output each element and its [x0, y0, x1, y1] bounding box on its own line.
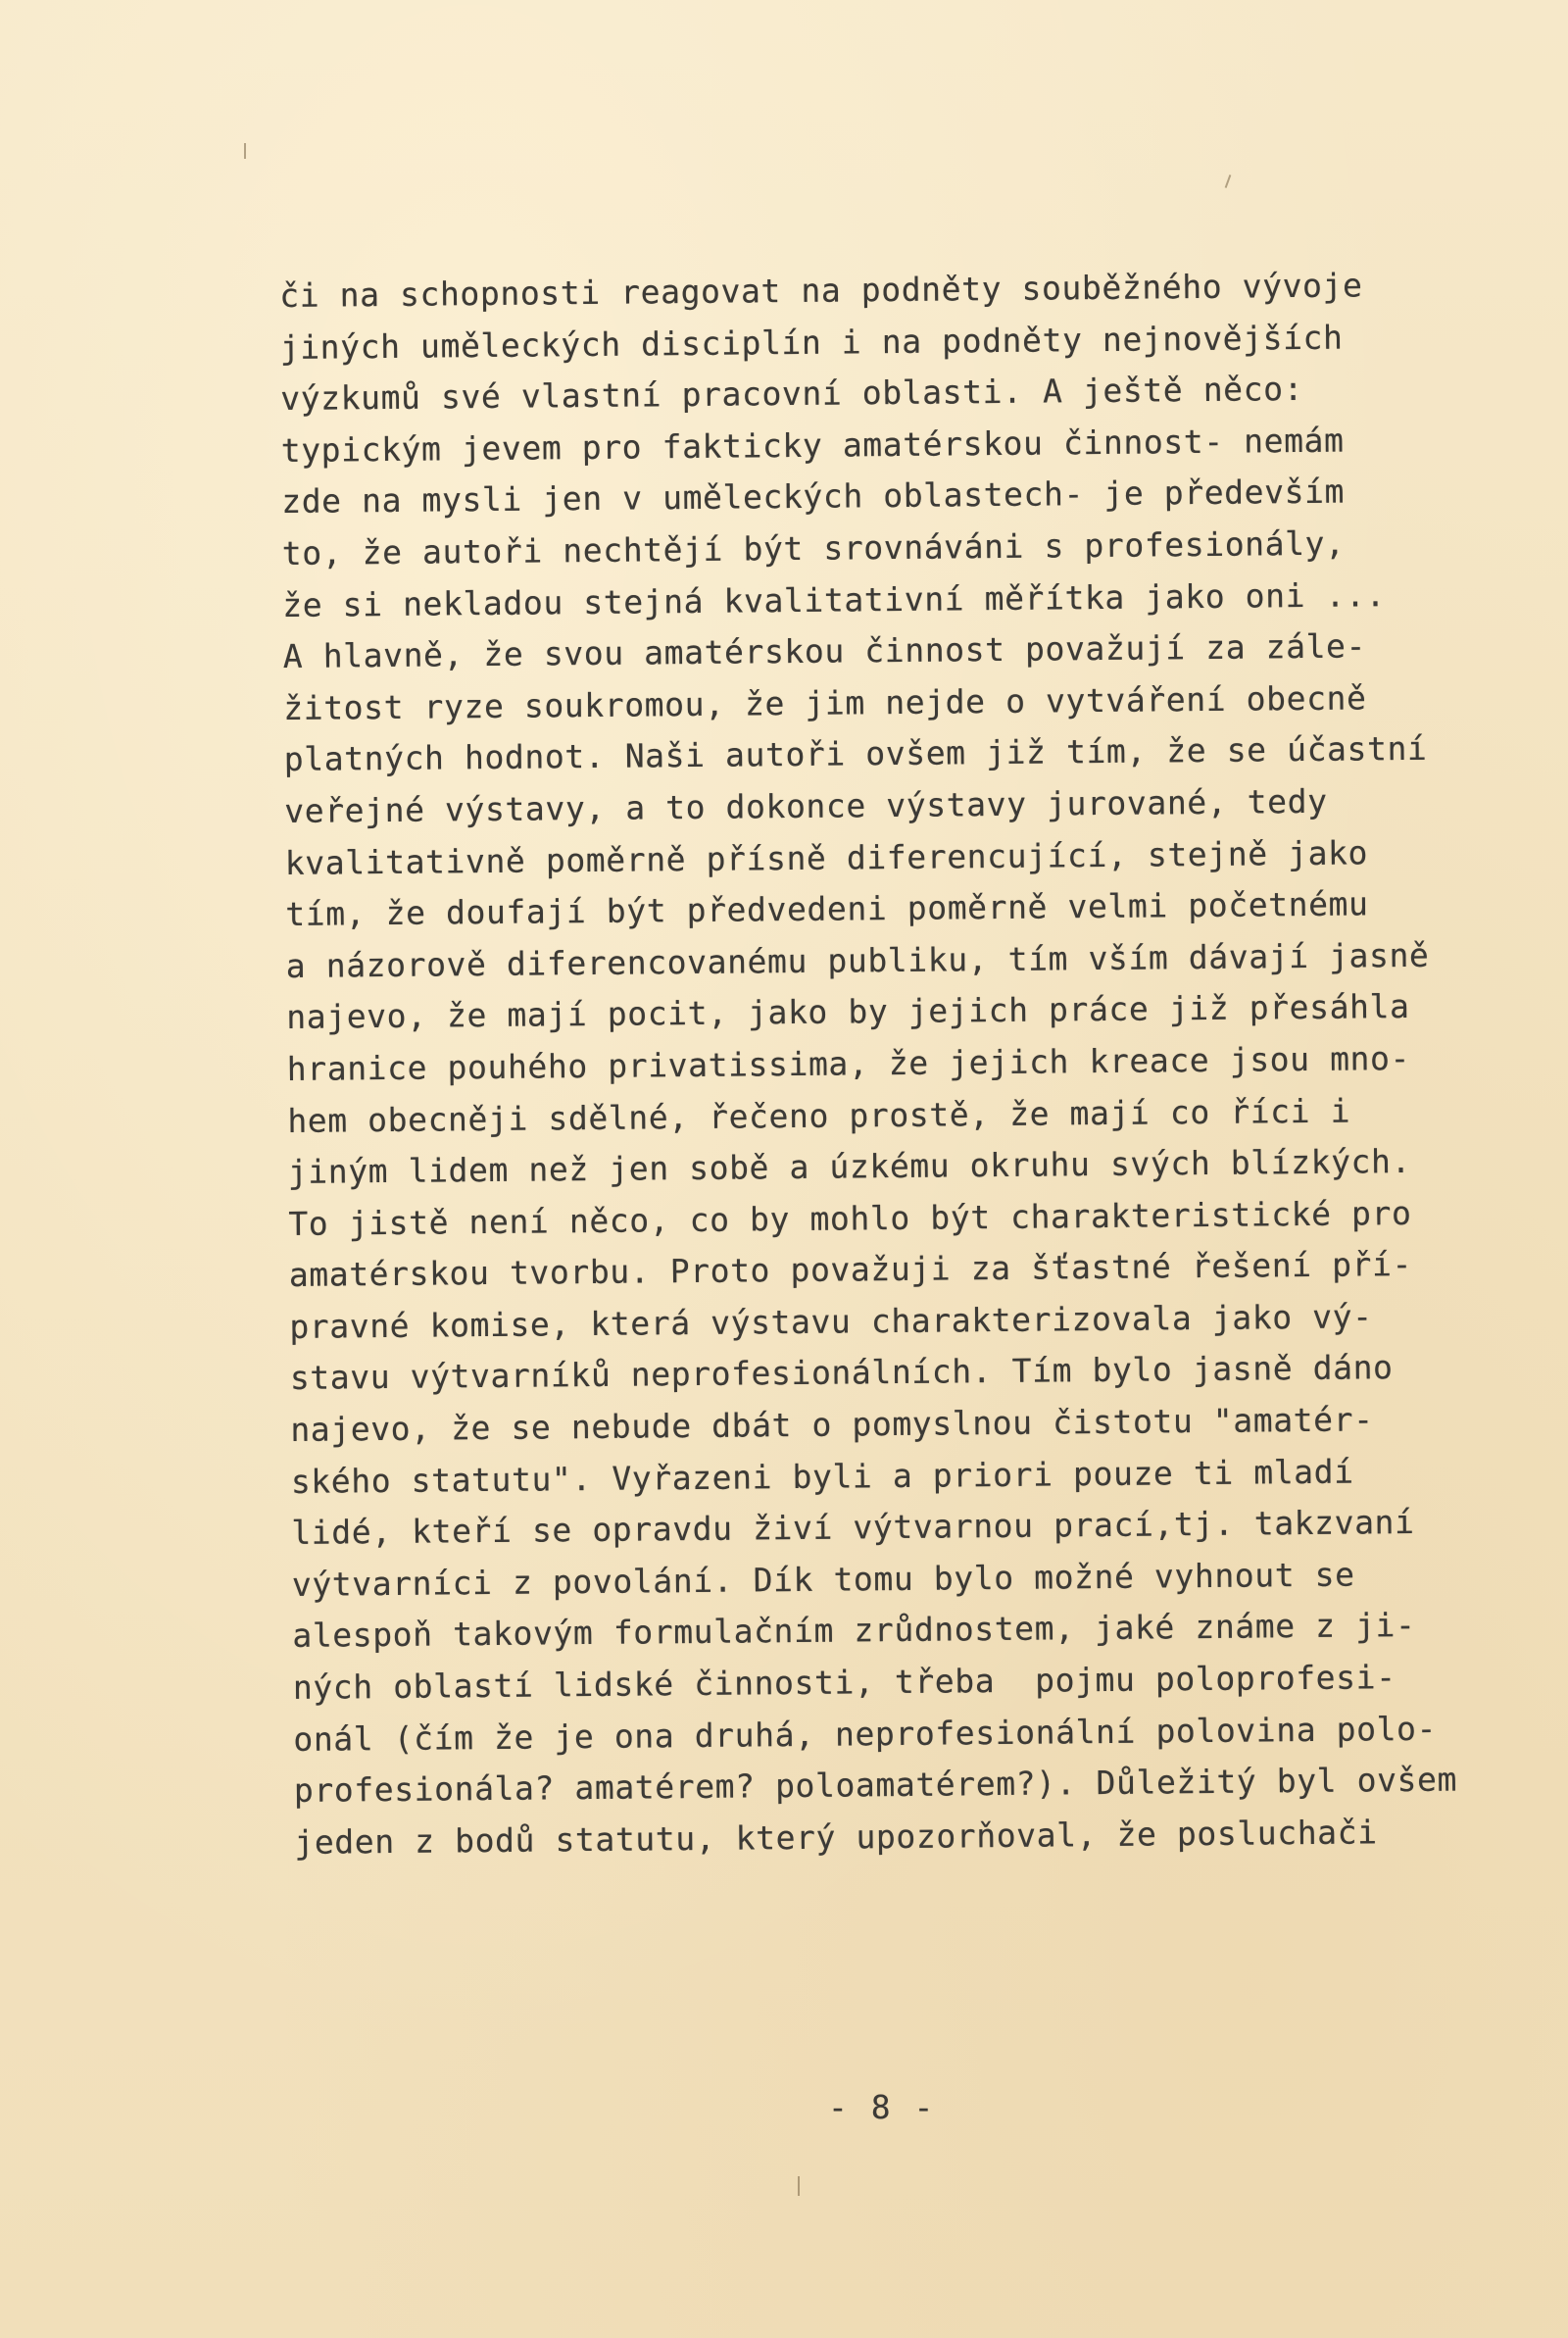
- text-line: to, že autoři nechtějí být srovnáváni s profesionály,: [281, 523, 1346, 572]
- paper-mark: [1225, 174, 1232, 188]
- text-line: či na schopnosti reagovat na podněty souběžného vývoje: [279, 266, 1363, 315]
- text-line: zde na mysli jen v uměleckých oblastech- je především: [281, 472, 1346, 522]
- text-line: ných oblastí lidské činnosti, třeba pojmu poloprofesi-: [292, 1658, 1396, 1707]
- text-line: profesionála? amatérem? poloamatérem?). Důležitý byl ovšem: [293, 1760, 1458, 1811]
- text-line: veřejné výstavy, a to dokonce výstavy jurované, tedy: [284, 781, 1328, 830]
- text-line: hranice pouhého privatissima, že jejich kreace jsou mno-: [286, 1038, 1411, 1088]
- text-line: kvalitativně poměrně přísně diferencující, stejně jako: [284, 832, 1369, 882]
- text-line: výzkumů své vlastní pracovní oblasti. A ještě něco:: [280, 370, 1304, 419]
- text-line: najevo, že mají pocit, jako by jejich práce již přesáhla: [286, 987, 1410, 1037]
- paper-mark: [798, 2176, 800, 2196]
- page-number: - 8 -: [828, 2088, 936, 2126]
- text-line: amatérskou tvorbu. Proto považuji za šťastné řešení pří-: [288, 1245, 1413, 1295]
- text-line: tím, že doufají být předvedeni poměrně velmi početnému: [285, 884, 1369, 934]
- text-line: výtvarníci z povolání. Dík tomu bylo možné vyhnout se: [291, 1555, 1355, 1604]
- text-line: stavu výtvarníků neprofesionálních. Tím bylo jasně dáno: [289, 1348, 1394, 1398]
- text-line: platných hodnot. Naši autoři ovšem již tím, že se účastní: [283, 729, 1428, 779]
- text-line: najevo, že se nebude dbát o pomyslnou čistotu "amatér-: [290, 1400, 1374, 1450]
- text-line: To jistě není něco, co by mohlo být charakteristické pro: [288, 1193, 1412, 1243]
- text-line: jiných uměleckých disciplín i na podněty nejnovějších: [279, 318, 1344, 367]
- text-line: že si nekladou stejná kvalitativní měřítka jako oni ...: [282, 574, 1387, 624]
- text-line: pravné komise, která výstavu charakterizovala jako vý-: [289, 1297, 1373, 1346]
- text-line: jiným lidem než jen sobě a úzkému okruhu svých blízkých.: [287, 1142, 1412, 1192]
- body-text: [279, 259, 1530, 1868]
- text-line: hem obecněji sdělné, řečeno prostě, že mají co říci i: [287, 1091, 1351, 1140]
- text-line: jeden z bodů statutu, který upozorňoval, že posluchači: [294, 1813, 1378, 1862]
- text-line: lidé, kteří se opravdu živí výtvarnou prací,tj. takzvaní: [291, 1503, 1415, 1553]
- text-line: typickým jevem pro fakticky amatérskou činnost- nemám: [280, 421, 1345, 470]
- paper-mark: [244, 143, 246, 159]
- text-line: A hlavně, že svou amatérskou činnost považují za zále-: [282, 626, 1367, 676]
- text-line: onál (čím že je ona druhá, neprofesionální polovina polo-: [293, 1709, 1438, 1759]
- text-line: žitost ryze soukromou, že jim nejde o vytváření obecně: [283, 678, 1367, 727]
- text-line: ského statutu". Vyřazeni byli a priori pouze ti mladí: [290, 1452, 1354, 1501]
- text-line: alespoň takovým formulačním zrůdnostem, jaké známe z ji-: [292, 1606, 1416, 1656]
- text-line: a názorově diferencovanému publiku, tím vším dávají jasně: [285, 935, 1430, 985]
